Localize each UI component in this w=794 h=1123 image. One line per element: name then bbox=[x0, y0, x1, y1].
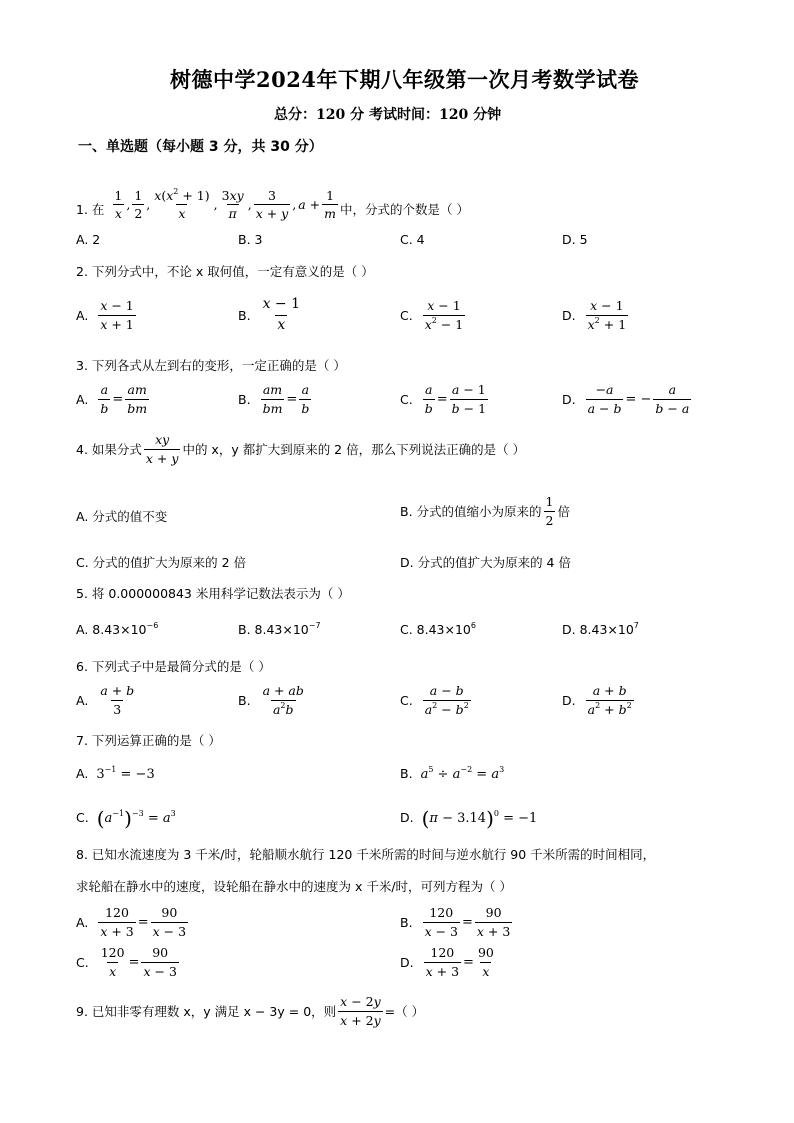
q2-option-d: D. $\frac{x - 1}{x^2 + 1}$ bbox=[562, 298, 627, 332]
q4-option-a: A. 分式的值不变 bbox=[76, 509, 168, 524]
q6-option-d: D. $\frac{a + b}{a^2 + b^2}$ bbox=[562, 683, 632, 717]
option-label: C. bbox=[76, 809, 89, 825]
fraction: $\frac{1}{2}$ bbox=[134, 187, 143, 222]
question-8-line-1: 8. 已知水流速度为 3 千米/时，轮船顺水航行 120 千米所需的时间与逆水航行 90 千米所需的时间相同， bbox=[76, 847, 656, 862]
option-label: B. bbox=[238, 391, 251, 407]
option-label: A. bbox=[76, 914, 89, 930]
option-text: B. 分式的值缩小为原来的 bbox=[400, 504, 542, 520]
question-1-suffix: 中，分式的个数是（ ） bbox=[339, 202, 469, 217]
q2-option-a: A. $\frac{x - 1}{x + 1}$ bbox=[76, 298, 134, 332]
q3-option-d: D. $\frac{-a}{a - b}$ = − $\frac{a}{b - a}$ bbox=[562, 382, 690, 416]
question-1 bbox=[76, 168, 469, 220]
q7-option-a: A. $3^{-1} = -3$ bbox=[76, 765, 155, 782]
question-4: 4. 如果分式 $\frac{xy}{x + y}$ 中的 x，y 都扩大到原来的 2 倍，那么下列说法正确的是（ ） bbox=[76, 432, 526, 466]
question-6: 6. 下列式子中是最简分式的是（ ） bbox=[76, 659, 271, 674]
q5-option-d bbox=[562, 622, 639, 637]
option-label: C. bbox=[400, 391, 413, 407]
option-label: C. bbox=[400, 307, 413, 323]
fraction: $\frac{1}{x}$ bbox=[114, 187, 123, 222]
option-text: C. 8.43×10 bbox=[400, 622, 471, 637]
question-5: 5. 将 0.000000843 米用科学记数法表示为（ ） bbox=[76, 586, 350, 601]
q1-option-a: A. 2 bbox=[76, 232, 101, 247]
q7-option-d: D. $(\pi - 3.14)^0 = -1$ bbox=[400, 806, 538, 830]
question-9-suffix: =（ ） bbox=[384, 1004, 425, 1020]
q2-option-b: B. $\frac{x - 1}{x}$ bbox=[238, 296, 301, 333]
question-9-prefix: 9. 已知非零有理数 x，y 满足 x − 3y = 0，则 bbox=[76, 1004, 337, 1020]
option-text: D. 8.43×10 bbox=[562, 622, 634, 637]
option-label: B. bbox=[238, 307, 251, 323]
question-4-prefix: 4. 如果分式 bbox=[76, 442, 142, 458]
option-text-tail: 倍 bbox=[557, 504, 570, 520]
option-label: A. bbox=[76, 307, 89, 323]
section-heading: 一、单选题（每小题 3 分，共 30 分） bbox=[78, 139, 323, 155]
option-label: B. bbox=[400, 766, 413, 781]
q5-option-b bbox=[238, 622, 321, 637]
q8-option-b: B. $\frac{120}{x - 3}$ = $\frac{90}{x + 3}$ bbox=[400, 905, 511, 939]
q1-option-c: C. 4 bbox=[400, 232, 425, 247]
option-text: B. 8.43×10 bbox=[238, 622, 309, 637]
option-label: D. bbox=[562, 692, 576, 708]
fraction: $\frac{3}{x + y}$ bbox=[255, 187, 289, 222]
q3-option-c: C. $\frac{a}{b}$ = $\frac{a - 1}{b - 1}$ bbox=[400, 382, 487, 416]
option-label: D. bbox=[562, 307, 576, 323]
q5-option-c bbox=[400, 622, 476, 637]
question-7: 7. 下列运算正确的是（ ） bbox=[76, 733, 221, 748]
option-label: D. bbox=[400, 809, 414, 825]
question-1-expressions: $\frac{1}{x}$ , $\frac{1}{2}$ , $\frac{x(x^2 + 1)}{x}$ , $\frac{3xy}{\pi}$ , $\frac{3}{x + y}$ , a + $\frac{1}{m}$ bbox=[114, 186, 336, 222]
question-2: 2. 下列分式中，不论 x 取何值，一定有意义的是（ ） bbox=[76, 264, 374, 279]
question-4-suffix: 中的 x，y 都扩大到原来的 2 倍，那么下列说法正确的是（ ） bbox=[182, 442, 526, 458]
option-label: A. bbox=[76, 391, 89, 407]
option-label: B. bbox=[238, 692, 251, 708]
q7-option-c: C. $(a^{-1})^{-3} = a^3$ bbox=[76, 806, 176, 830]
q1-option-d: D. 5 bbox=[562, 232, 588, 247]
option-label: A. bbox=[76, 692, 89, 708]
exponent: 6 bbox=[470, 621, 476, 630]
question-9: 9. 已知非零有理数 x，y 满足 x − 3y = 0，则 $\frac{x - 2y}{x + 2y}$ =（ ） bbox=[76, 994, 425, 1028]
exponent: −6 bbox=[146, 621, 159, 630]
q5-option-a bbox=[76, 622, 158, 637]
page-title: 树德中学2024年下期八年级第一次月考数学试卷 bbox=[170, 67, 639, 92]
option-text: A. 8.43×10 bbox=[76, 622, 147, 637]
q1-option-b: B. 3 bbox=[238, 232, 263, 247]
q4-option-b: B. 分式的值缩小为原来的 $\frac{1}{2}$ 倍 bbox=[400, 494, 570, 528]
fraction: $\frac{3xy}{\pi}$ bbox=[221, 187, 244, 222]
q6-option-a: A. $\frac{a + b}{3}$ bbox=[76, 683, 135, 717]
q7-option-b: B. $a^5 \div a^{-2} = a^3$ bbox=[400, 765, 505, 782]
q3-option-a: A. $\frac{a}{b}$ = $\frac{am}{bm}$ bbox=[76, 382, 148, 416]
q8-option-a: A. $\frac{120}{x + 3}$ = $\frac{90}{x - 3}$ bbox=[76, 905, 187, 939]
fraction: $\frac{1}{m}$ bbox=[324, 187, 336, 222]
fraction: $\frac{x(x^2 + 1)}{x}$ bbox=[154, 186, 210, 222]
option-label: C. bbox=[400, 692, 413, 708]
q8-option-d: D. $\frac{120}{x + 3}$ = $\frac{90}{x}$ bbox=[400, 945, 494, 979]
q3-option-b: B. $\frac{am}{bm}$ = $\frac{a}{b}$ bbox=[238, 382, 310, 416]
option-label: D. bbox=[562, 391, 576, 407]
question-3: 3. 下列各式从左到右的变形，一定正确的是（ ） bbox=[76, 358, 346, 373]
q4-option-c: C. 分式的值扩大为原来的 2 倍 bbox=[76, 555, 247, 570]
q6-option-b: B. $\frac{a + ab}{a^2b}$ bbox=[238, 683, 304, 717]
option-label: C. bbox=[76, 954, 89, 970]
q6-option-c: C. $\frac{a - b}{a^2 - b^2}$ bbox=[400, 683, 469, 717]
exponent: 7 bbox=[633, 621, 639, 630]
q2-option-c: C. $\frac{x - 1}{x^2 - 1}$ bbox=[400, 298, 464, 332]
question-1-prefix: 1. 在 bbox=[76, 202, 105, 217]
option-label: B. bbox=[400, 914, 413, 930]
q8-option-c: C. $\frac{120}{x}$ = $\frac{90}{x - 3}$ bbox=[76, 945, 177, 979]
option-label: A. bbox=[76, 766, 89, 781]
question-8-line-2: 求轮船在静水中的速度，设轮船在静水中的速度为 x 千米/时，可列方程为（ ） bbox=[76, 879, 513, 894]
option-label: D. bbox=[400, 954, 414, 970]
page-subtitle: 总分：120 分 考试时间：120 分钟 bbox=[274, 107, 502, 123]
exponent: −7 bbox=[308, 621, 321, 630]
q4-option-d: D. 分式的值扩大为原来的 4 倍 bbox=[400, 555, 571, 570]
